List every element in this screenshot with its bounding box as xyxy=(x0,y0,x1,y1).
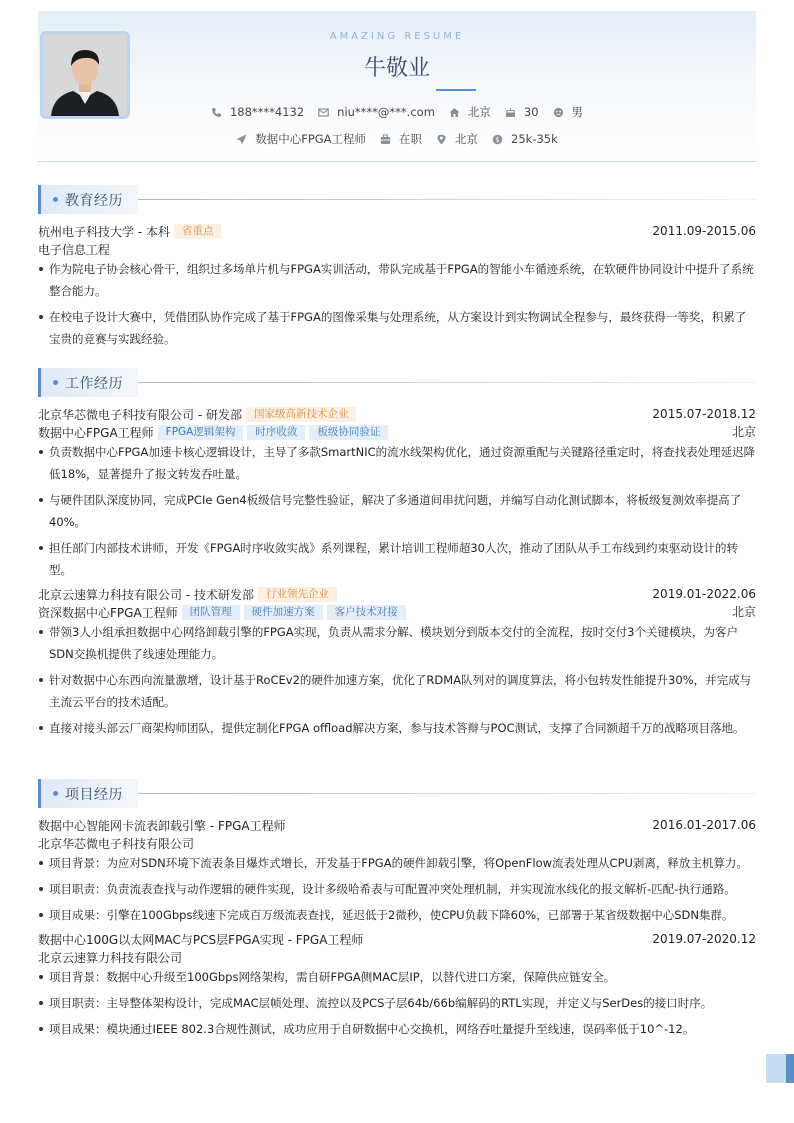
phone-text: 188****4132 xyxy=(229,105,305,119)
svg-text:$: $ xyxy=(495,135,500,144)
gender-icon xyxy=(553,107,564,118)
job-intent-row xyxy=(38,131,756,147)
age-text: 30 xyxy=(523,105,539,119)
project-title-line xyxy=(38,816,756,834)
target-city-info xyxy=(436,131,478,147)
age-icon xyxy=(505,107,516,118)
email-text: niu****@***.com xyxy=(337,105,435,119)
job-period: 2019.01-2022.06 xyxy=(652,587,756,601)
skill-tag: 客户技术对接 xyxy=(327,605,406,620)
company-name: 北京云速算力科技有限公司 - 技术研发部 xyxy=(38,587,254,602)
bullet-dot-icon xyxy=(53,380,58,385)
list-item: 项目成果：模块通过IEEE 802.3合规性测试，成功应用于自研数据中心交换机，网络吞吐量提升至线速，误码率低于10^-12。 xyxy=(38,1018,756,1040)
bullet-dot-icon xyxy=(53,791,58,796)
list-item: 带领3人小组承担数据中心网络卸载引擎的FPGA实现，负责从需求分解、模块划分到版本交付的全流程，按时交付3个关键模块，为客户SDN交换机提供了线速处理能力。 xyxy=(38,621,756,665)
job-bullets xyxy=(38,441,756,581)
project-company: 北京华芯微电子科技有限公司 xyxy=(38,836,195,851)
salary-text: 25k-35k xyxy=(511,132,558,146)
education-heading xyxy=(38,185,756,214)
work-heading xyxy=(38,368,756,397)
skill-tag: FPGA逻辑架构 xyxy=(158,425,244,440)
list-item: 项目职责：负责流表查找与动作逻辑的硬件实现，设计多级哈希表与可配置冲突处理机制，并实现流水线化的报文解析-匹配-执行通路。 xyxy=(38,878,756,900)
list-item: 项目成果：引擎在100Gbps线速下完成百万级流表查找，延迟低于2微秒，使CPU负载下降60%，已部署于某省级数据中心SDN集群。 xyxy=(38,904,756,926)
project-bullets xyxy=(38,852,756,926)
job-role-line xyxy=(38,423,756,441)
list-item: 针对数据中心东西向流量激增，设计基于RoCEv2的硬件加速方案，优化了RDMA队列对的调度算法，将小包转发性能提升30%，并完成与主流云平台的技术适配。 xyxy=(38,669,756,713)
home-icon xyxy=(449,107,460,118)
phone-info xyxy=(211,105,304,119)
salary-icon xyxy=(492,134,503,145)
project-bullets xyxy=(38,966,756,1040)
job-role-line xyxy=(38,603,756,621)
education-school-line xyxy=(38,222,756,240)
location-icon xyxy=(436,134,447,145)
job-bullets xyxy=(38,621,756,739)
bullet-dot-icon xyxy=(53,197,58,202)
section-divider xyxy=(138,382,756,383)
list-item: 项目职责：主导整体架构设计，完成MAC层帧处理、流控以及PCS子层64b/66b编解码的RTL实现，并定义与SerDes的接口时序。 xyxy=(38,992,756,1014)
project-title-line xyxy=(38,930,756,948)
projects-heading xyxy=(38,779,756,808)
salary-info xyxy=(492,132,558,146)
list-item: 项目背景：为应对SDN环境下流表条目爆炸式增长，开发基于FPGA的硬件卸载引擎，将OpenFlow流表处理从CPU剥离，释放主机算力。 xyxy=(38,852,756,874)
education-bullets xyxy=(38,258,756,350)
list-item: 与硬件团队深度协同，完成PCIe Gen4板级信号完整性验证，解决了多通道间串扰问题，并编写自动化测试脚本，将板级复测效率提高了40%。 xyxy=(38,489,756,533)
candidate-name: 牛敬业 xyxy=(363,56,430,81)
gender-info xyxy=(553,104,584,120)
job-company-line xyxy=(38,585,756,603)
school-name: 杭州电子科技大学 - 本科 xyxy=(38,224,170,239)
target-city-text: 北京 xyxy=(455,132,479,146)
resume-tagline: AMAZING RESUME xyxy=(329,31,465,42)
project-company: 北京云速算力科技有限公司 xyxy=(38,950,183,965)
target-position-text: 数据中心FPGA工程师 xyxy=(255,132,367,146)
skill-tag: 硬件加速方案 xyxy=(244,605,323,620)
list-item: 作为院电子协会核心骨干，组织过多场单片机与FPGA实训活动，带队完成基于FPGA的智能小车循迹系统，在软硬件协同设计中提升了系统整合能力。 xyxy=(38,258,756,302)
education-section xyxy=(38,185,756,354)
list-item: 项目背景：数据中心升级至100Gbps网络架构，需自研FPGA侧MAC层IP，以替代进口方案，保障供应链安全。 xyxy=(38,966,756,988)
section-title: 项目经历 xyxy=(65,786,123,803)
job-period: 2015.07-2018.12 xyxy=(652,407,756,421)
project-name: 数据中心100G以太网MAC与PCS层FPGA实现 - FPGA工程师 xyxy=(38,932,364,947)
school-tag: 省重点 xyxy=(174,224,222,239)
job-status-text: 在职 xyxy=(399,132,423,146)
skill-tag: 板级协同验证 xyxy=(309,425,388,440)
project-period: 2019.07-2020.12 xyxy=(652,932,756,946)
target-position-info xyxy=(236,131,366,147)
gender-text: 男 xyxy=(571,105,584,119)
send-icon xyxy=(236,134,247,145)
email-icon xyxy=(318,107,329,118)
job-status-info xyxy=(380,131,422,147)
education-period: 2011.09-2015.06 xyxy=(652,224,756,238)
list-item: 负责数据中心FPGA加速卡核心逻辑设计，主导了多款SmartNIC的流水线架构优化，通过资源重配与关键路径重定时，将查找表处理延迟降低18%，显著提升了报文转发吞吐量。 xyxy=(38,441,756,485)
company-tag: 国家级高新技术企业 xyxy=(246,407,357,422)
list-item: 担任部门内部技术讲师，开发《FPGA时序收敛实战》系列课程，累计培训工程师超30人次，推动了团队从手工布线到约束驱动设计的转型。 xyxy=(38,537,756,581)
resume-header xyxy=(38,11,756,162)
work-section xyxy=(38,368,756,743)
job-company-line xyxy=(38,405,756,423)
job-location: 北京 xyxy=(731,425,756,439)
briefcase-icon xyxy=(380,134,391,145)
section-title: 教育经历 xyxy=(65,192,123,209)
email-info xyxy=(318,105,435,119)
contact-row xyxy=(38,104,756,120)
section-title: 工作经历 xyxy=(65,375,123,392)
list-item: 在校电子设计大赛中，凭借团队协作完成了基于FPGA的图像采集与处理系统，从方案设计到实物调试全程参与，最终获得一等奖，积累了宝贵的竞赛与实践经验。 xyxy=(38,306,756,350)
city-info xyxy=(449,104,491,120)
resume-page xyxy=(38,11,756,1036)
company-name: 北京华芯微电子科技有限公司 - 研发部 xyxy=(38,407,242,422)
age-info xyxy=(505,105,539,119)
name-underline xyxy=(436,89,476,91)
project-name: 数据中心智能网卡流表卸载引擎 - FPGA工程师 xyxy=(38,818,286,833)
skill-tag: 时序收敛 xyxy=(247,425,305,440)
company-tag: 行业领先企业 xyxy=(258,587,337,602)
job-location: 北京 xyxy=(731,605,756,619)
phone-icon xyxy=(211,107,222,118)
page-corner-marker xyxy=(766,1054,794,1083)
city-text: 北京 xyxy=(467,105,491,119)
job-role: 资深数据中心FPGA工程师 xyxy=(38,605,178,620)
job-role: 数据中心FPGA工程师 xyxy=(38,425,154,440)
list-item: 直接对接头部云厂商架构师团队，提供定制化FPGA offload解决方案，参与技术答辩与POC测试，支撑了合同额超千万的战略项目落地。 xyxy=(38,717,756,739)
projects-section xyxy=(38,779,756,1044)
major-name: 电子信息工程 xyxy=(38,242,111,257)
section-divider xyxy=(138,199,756,200)
section-divider xyxy=(138,793,756,794)
skill-tag: 团队管理 xyxy=(182,605,240,620)
project-period: 2016.01-2017.06 xyxy=(652,818,756,832)
